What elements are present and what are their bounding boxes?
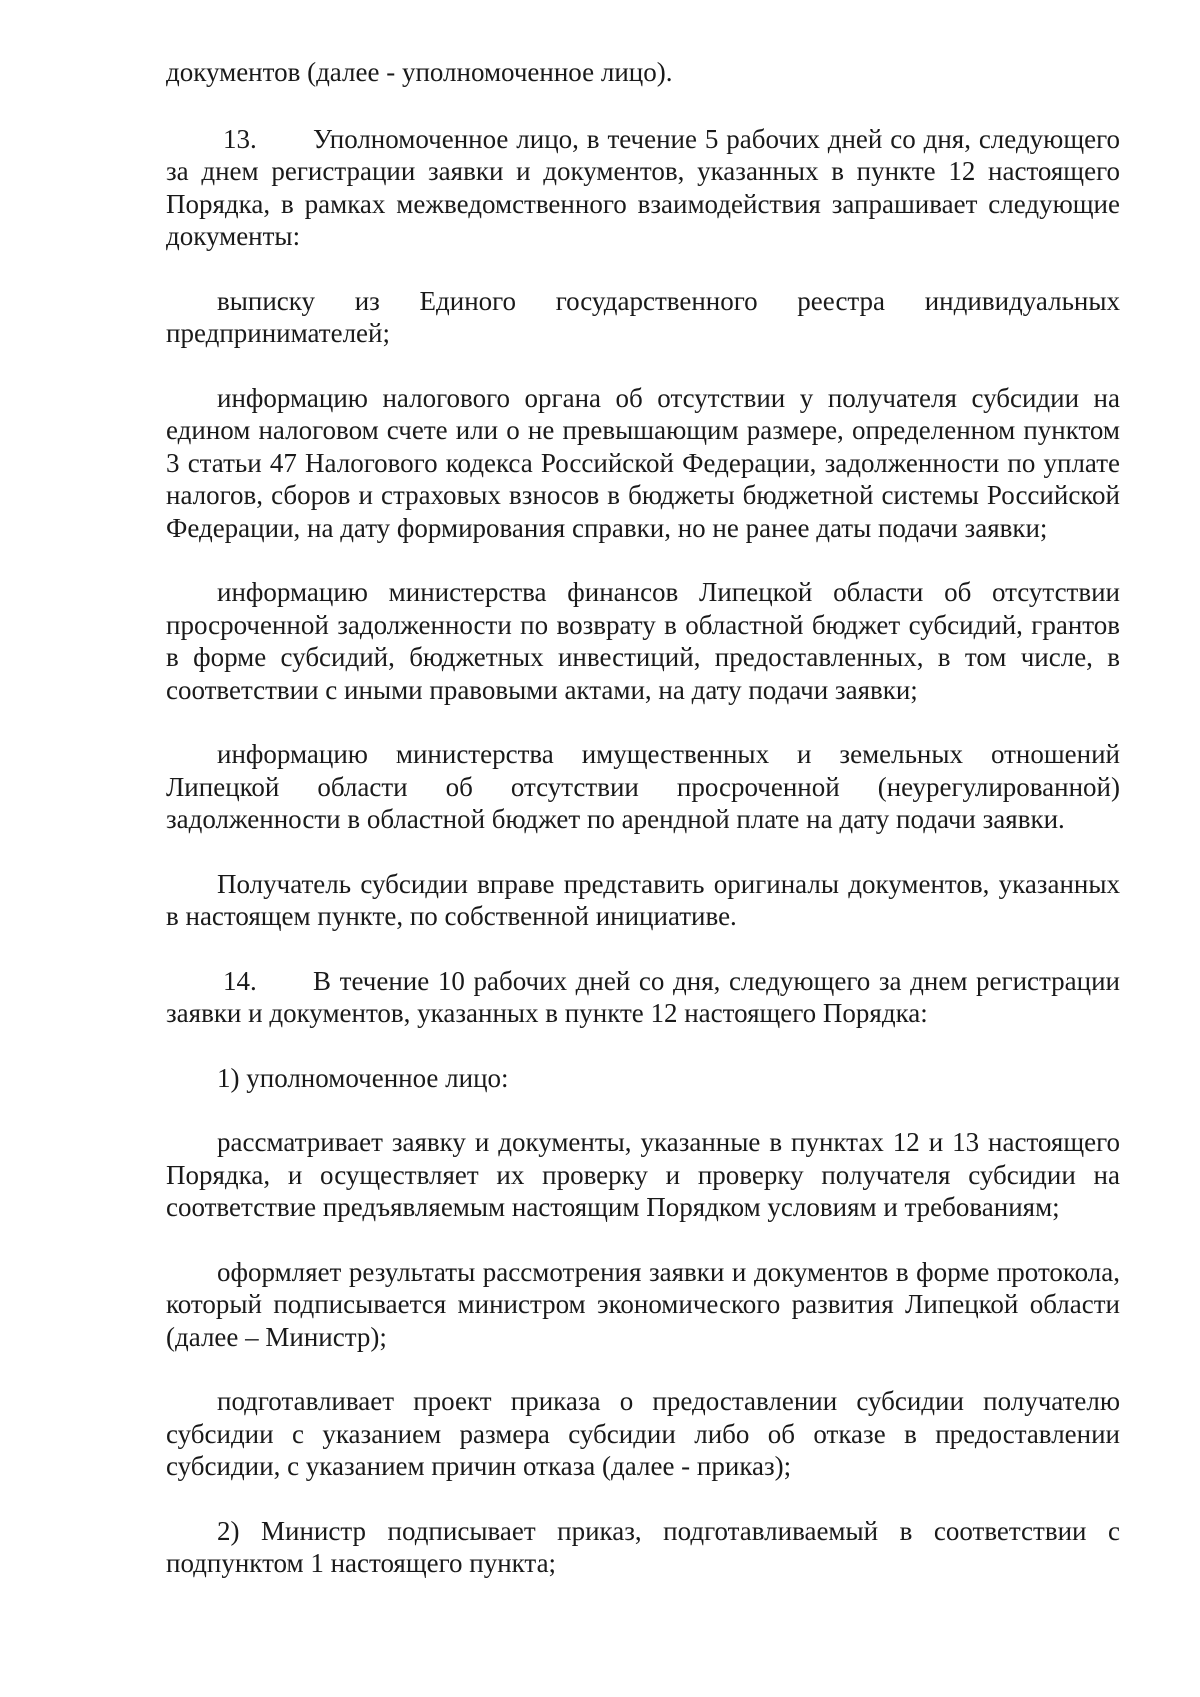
paragraph xyxy=(166,576,1120,706)
paragraph-continuation xyxy=(166,56,1120,89)
paragraph-text: Уполномоченное лицо, в течение 5 рабочих дней со дня, следующего за днем регистрации заявки и документов, указанных в пункте 12 настоящего Порядка, в рамках межведомственного взаимодействия запрашивает следующие документы: xyxy=(166,123,1120,251)
paragraph-text: оформляет результаты рассмотрения заявки и документов в форме протокола, который подписывается министром экономического развития Липецкой области (далее – Министр); xyxy=(166,1256,1120,1352)
paragraph xyxy=(166,1126,1120,1224)
paragraph-text: документов (далее - уполномоченное лицо). xyxy=(166,57,673,87)
paragraph-item-13 xyxy=(166,123,1120,253)
paragraph xyxy=(166,1385,1120,1483)
paragraph xyxy=(166,382,1120,545)
paragraph xyxy=(166,1256,1120,1354)
paragraph-text: рассматривает заявку и документы, указанные в пунктах 12 и 13 настоящего Порядка, и осуществляет их проверку и проверку получателя субсидии на соответствие предъявляемым настоящим Порядком условиям и требованиям; xyxy=(166,1127,1120,1222)
paragraph-text: информацию министерства финансов Липецкой области об отсутствии просроченной задолженности по возврату в областной бюджет субсидий, грантов в форме субсидий, бюджетных инвестиций, предоставленных, в том числе, в соответствии с иными правовыми актами, на дату подачи заявки; xyxy=(166,577,1120,705)
paragraph-text: 1) уполномоченное лицо: xyxy=(217,1062,509,1093)
paragraph-text: выписку из Единого государственного реестра индивидуальных предпринимателей; xyxy=(166,285,1120,348)
paragraph-text: В течение 10 рабочих дней со дня, следующего за днем регистрации заявки и документов, указанных в пункте 12 настоящего Порядка: xyxy=(166,965,1120,1028)
paragraph-text: подготавливает проект приказа о предоставлении субсидии получателю субсидии с указанием размера субсидии либо об отказе в предоставлении субсидии, с указанием причин отказа (далее - приказ); xyxy=(166,1386,1120,1481)
paragraph-text: информацию министерства имущественных и земельных отношений Липецкой области об отсутствии просроченной (неурегулированной) задолженности в областной бюджет по арендной плате на дату подачи заявки. xyxy=(166,739,1120,834)
paragraph-text: 2) Министр подписывает приказ, подготавливаемый в соответствии с подпунктом 1 настоящего пункта; xyxy=(166,1515,1120,1578)
paragraph-item-14 xyxy=(166,965,1120,1030)
paragraph xyxy=(166,738,1120,836)
paragraph xyxy=(166,1515,1120,1580)
paragraph xyxy=(166,1062,1120,1095)
paragraph xyxy=(166,868,1120,933)
paragraph-text: информацию налогового органа об отсутствии у получателя субсидии на едином налоговом счете или о не превышающим размере, определенном пунктом 3 статьи 47 Налогового кодекса Российской Федерации, задолженности по уплате налогов, сборов и страховых взносов в бюджеты бюджетной системы Российской Федерации, на дату формирования справки, но не ранее даты подачи заявки; xyxy=(166,382,1120,543)
paragraph-number: 13. xyxy=(223,123,257,154)
paragraph xyxy=(166,285,1120,350)
paragraph-number: 14. xyxy=(223,965,257,996)
paragraph-text: Получатель субсидии вправе представить оригиналы документов, указанных в настоящем пункте, по собственной инициативе. xyxy=(166,868,1120,931)
